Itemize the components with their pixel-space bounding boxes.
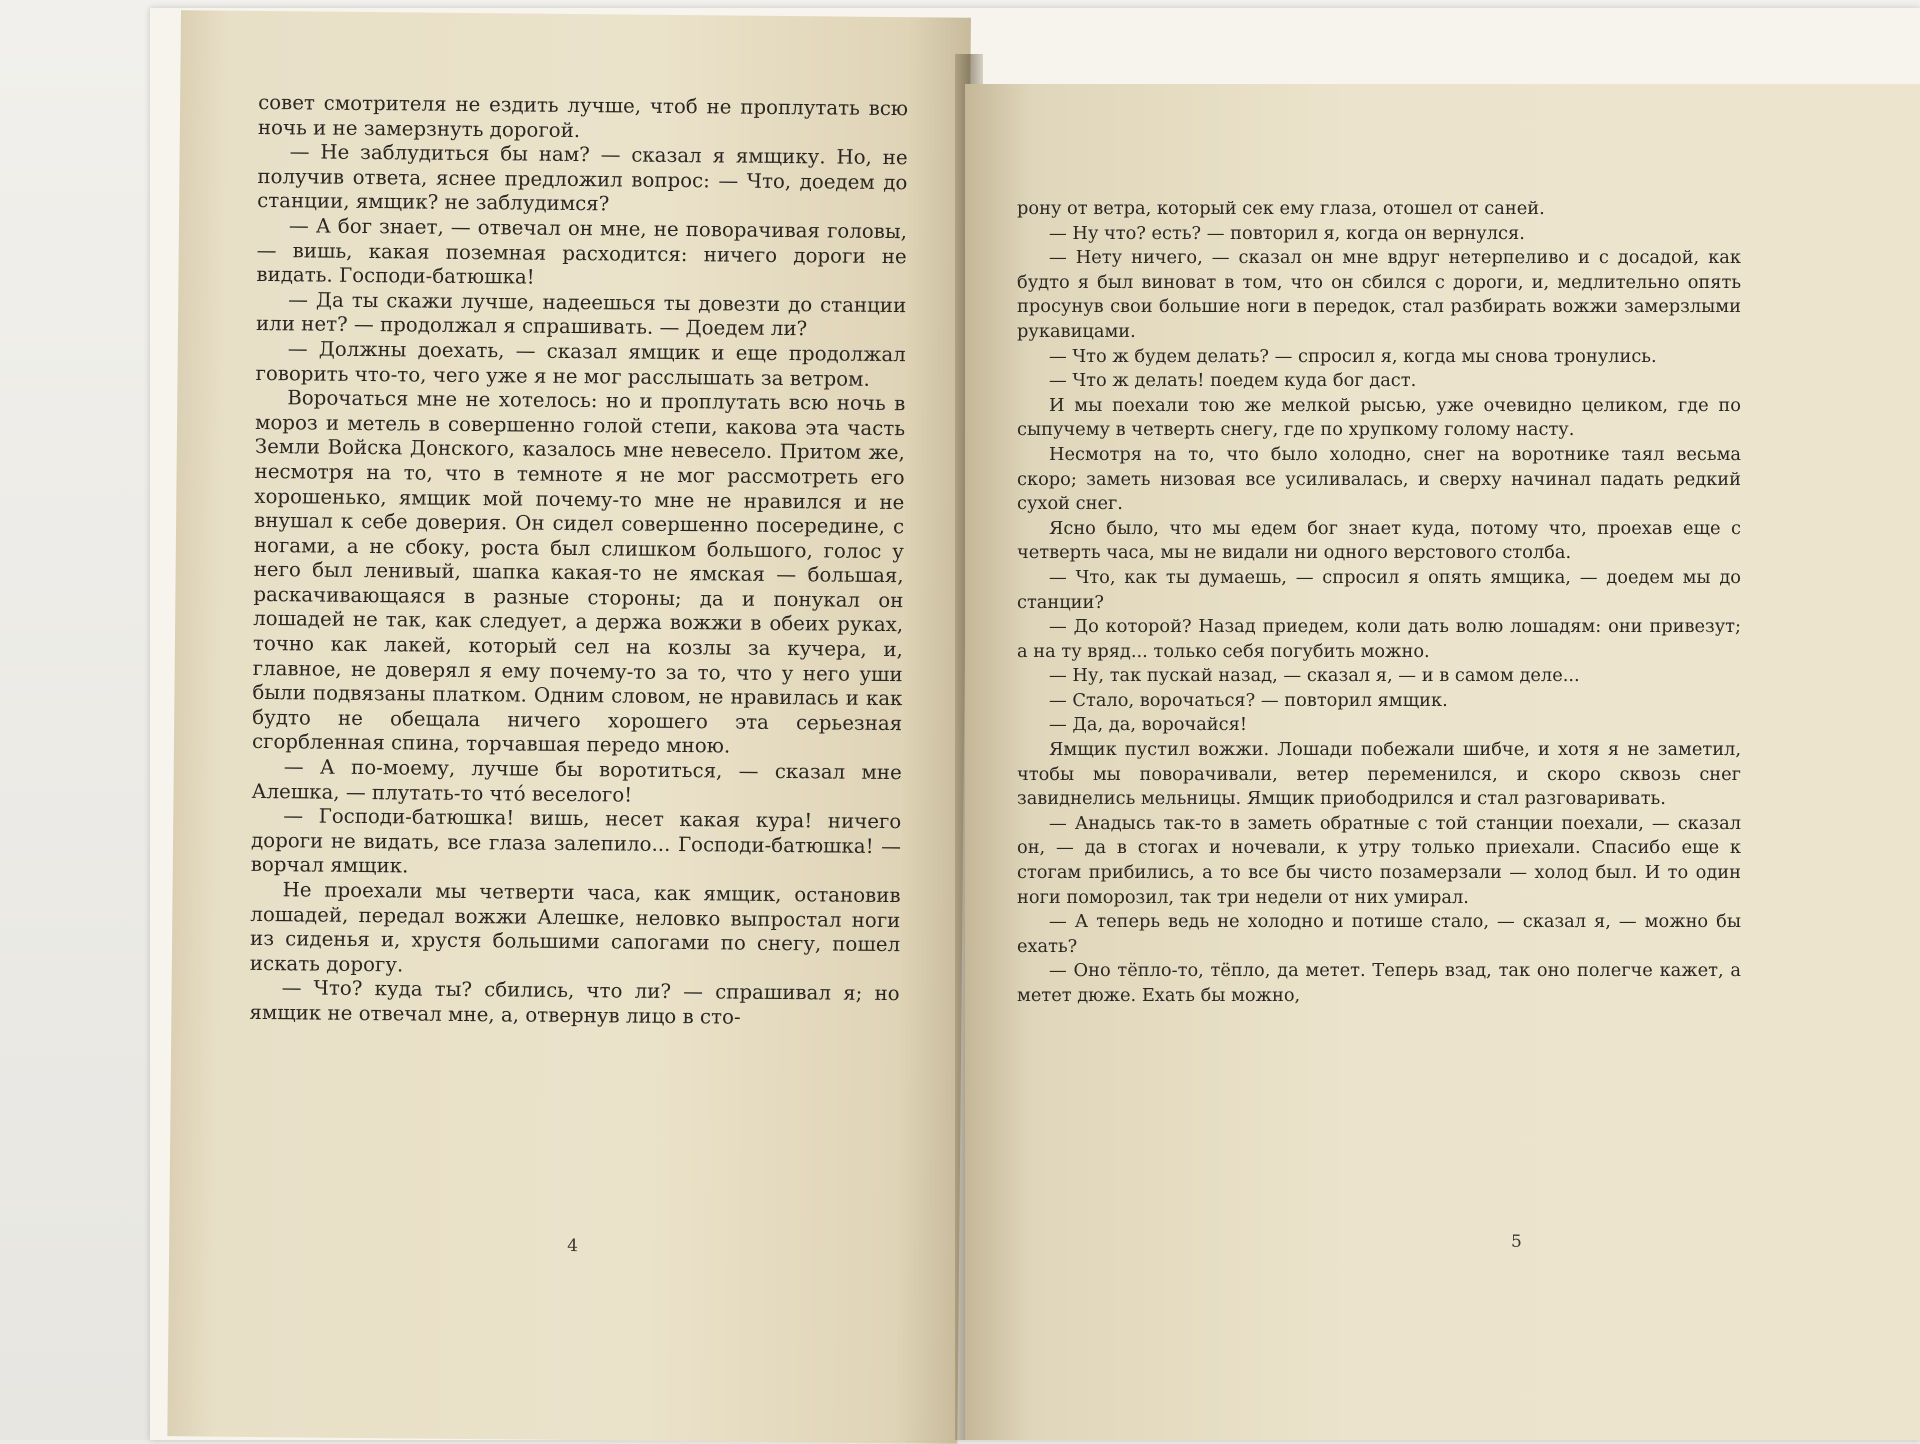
right-page-text — [1017, 197, 1741, 1009]
left-page — [167, 10, 971, 1444]
paragraph: — Что, как ты думаешь, — спросил я опять ямщика, — доедем мы до станции? — [1017, 566, 1741, 613]
paragraph: — Не заблудиться бы нам? — сказал я ямщику. Но, не получив ответа, яснее предложил вопрос: — Что, доедем до станции, ямщик? не заблудимся? — [257, 140, 908, 216]
paragraph: — Что ж будем делать? — спросил я, когда мы снова тронулись. — [1049, 345, 1657, 367]
paragraph: Несмотря на то, что было холодно, снег на воротнике таял весьма скоро; заметь низовая все усиливалась, и сверху начинал падать редкий сухой снег. — [1017, 443, 1741, 515]
paragraph: — Да ты скажи лучше, надеешься ты довезти до станции или нет? — продолжал я спрашивать. — Доедем ли? — [255, 288, 907, 341]
paragraph: — До которой? Назад приедем, коли дать волю лошадям: они привезут; а на ту вряд... только себя погубить можно. — [1017, 616, 1741, 662]
paragraph: — Нету ничего, — сказал он мне вдруг нетерпеливо и с досадой, как будто я был виноват в том, что он сбился с дороги, и, медлительно опять просунув свои большие ноги в передок, стал разбирать вожжи замерзлыми рукавицами. — [1017, 247, 1741, 342]
right-page-number: 5 — [1511, 1232, 1522, 1252]
paragraph: — А по-моему, лучше бы воротиться, — сказал мне Алешка, — плутать-то чтó веселого! — [251, 755, 902, 807]
paragraph: — Ну, так пускай назад, — сказал я, — и в самом деле... — [1049, 665, 1580, 687]
paragraph: — Анадысь так-то в заметь обратные с той станции поехали, — сказал он, — да в стогах и ночевали, к утру только приехали. Спасибо еще к стогам прибились, а то все бы чисто позамерзали — холод был. И то один ноги поморозил, так три недели от них умирал. — [1017, 812, 1741, 908]
paragraph: — Ну что? есть? — повторил я, когда он вернулся. — [1049, 222, 1525, 244]
paragraph: — Что? куда ты? сбились, что ли? — спрашивал я; но ямщик не отвечал мне, а, отвернув лицо в сто- — [249, 976, 900, 1029]
paragraph: — Да, да, ворочайся! — [1049, 714, 1247, 736]
paragraph: — Стало, ворочаться? — повторил ямщик. — [1049, 689, 1448, 711]
open-book — [165, 14, 1920, 1440]
paragraph: — А бог знает, — отвечал он мне, не поворачивая головы, — вишь, какая поземная расходится: ничего дороги не видать. Господи-батюшка! — [256, 214, 908, 289]
paragraph: — Должны доехать, — сказал ямщик и еще продолжал говорить что-то, чего уже я не мог расслышать за ветром. — [255, 337, 906, 391]
paragraph: — Что ж делать! поедем куда бог даст. — [1049, 370, 1417, 392]
paragraph: — Оно тёпло-то, тёпло, да метет. Теперь взад, так оно полегче кажет, а метет дюже. Ехать бы можно, — [1017, 960, 1741, 1006]
paragraph: рону от ветра, который сек ему глаза, отошел от саней. — [1017, 198, 1545, 219]
paragraph: Ясно было, что мы едем бог знает куда, потому что, проехав еще с четверть часа, мы не видали ни одного верстового столба. — [1017, 517, 1741, 564]
paragraph: И мы поехали тою же мелкой рысью, уже очевидно целиком, где по сыпучему в четверть снегу, где по хрупкому голому насту. — [1017, 394, 1741, 441]
paragraph: Ворочаться мне не хотелось: но и проплутать всю ночь в мороз и метель в совершенно голой степи, какова эта часть Земли Войска Донского, казалось мне невесело. Притом же, несмотря на то, что в темноте я не мог рассмотреть его хорошенько, ямщик мой почему-то мне не нравился и не внушал к себе доверия. Он сидел совершенно посередине, с ногами, а не сбоку, роста был слишком большого, голос у него был ленивый, шапка какая-то не ямская — большая, раскачивающаяся в разные стороны; да и понукал он лошадей не так, как следует, а держа вожжи в обеих руках, точно как лакей, который сел на козлы за кучера, и, главное, не доверял я ему почему-то за то, что у него уши были подвязаны платком. Одним словом, не нравилась и как будто не обещала ничего хорошего эта серьезная сгорбленная спина, торчавшая передо мною. — [251, 386, 906, 758]
paragraph: Ямщик пустил вожжи. Лошади побежали шибче, и хотя я не заметил, чтобы мы поворачивали, ветер переменился, и скоро сквозь снег завиднелись мельницы. Ямщик приободрился и стал разговаривать. — [1017, 739, 1741, 810]
left-page-number: 4 — [567, 1235, 579, 1257]
right-page — [965, 84, 1920, 1440]
paragraph: — Господи-батюшка! вишь, несет какая кура! ничего дороги не видать, все глаза залепило... Господи-батюшка! — ворчал ямщик. — [250, 804, 902, 878]
left-page-text — [249, 91, 908, 1032]
paragraph: Не проехали мы четверти часа, как ямщик, остановив лошадей, передал вожжи Алешке, неловко выпростал ноги из сиденья и, хрустя большими сапогами по снегу, пошел искать дорогу. — [249, 878, 901, 977]
paragraph: — А теперь ведь не холодно и потише стало, — сказал я, — можно бы ехать? — [1017, 911, 1741, 957]
paragraph: совет смотрителя не ездить лучше, чтоб не проплутать всю ночь и не замерзнуть дорогой. — [257, 90, 909, 142]
